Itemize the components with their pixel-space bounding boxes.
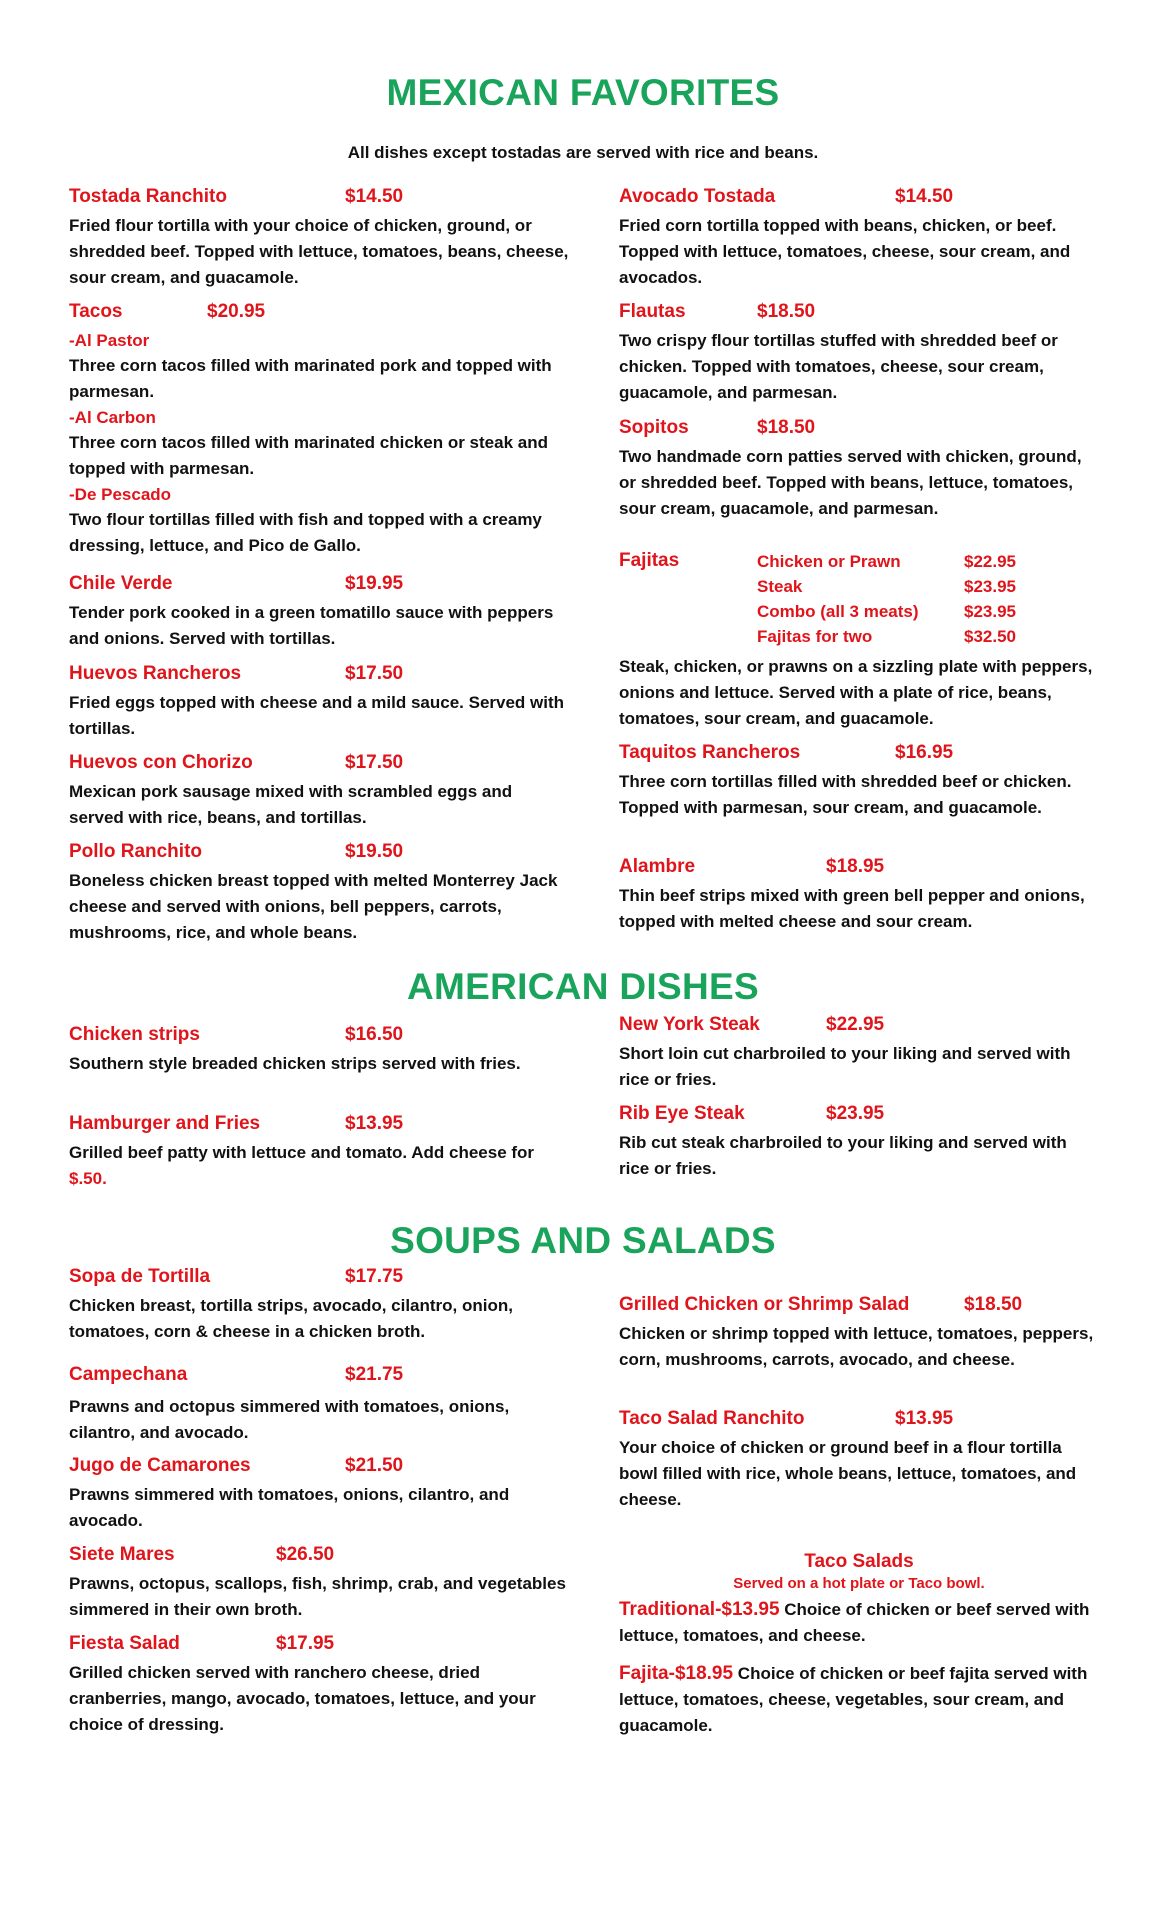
item-price: $17.50 xyxy=(345,752,404,773)
menu-item-taco-salad-ranchito xyxy=(619,1408,1099,1513)
item-price: $19.50 xyxy=(345,841,404,862)
menu-item-huevos-con-chorizo xyxy=(69,752,569,831)
section-title-american: AMERICAN DISHES xyxy=(407,966,759,1007)
fajita-option xyxy=(757,627,1016,652)
item-description: Two handmade corn patties served with chicken, ground, or shredded beef. Topped with beans, lettuce, tomatoes, sour cream, guacamole, and parmesan. xyxy=(619,447,1082,518)
item-name: Siete Mares xyxy=(69,1544,175,1565)
fajita-option xyxy=(757,602,1016,627)
menu-item-tostada-ranchito xyxy=(69,186,569,291)
item-description: Short loin cut charbroiled to your liking and served with rice or fries. xyxy=(619,1044,1071,1089)
menu-item-fiesta-salad xyxy=(69,1633,569,1738)
taco-variant-label: -De Pescado xyxy=(69,485,172,504)
section-title-mexican: MEXICAN FAVORITES xyxy=(386,72,780,113)
menu-item-campechana xyxy=(69,1364,569,1446)
item-price: $16.50 xyxy=(345,1024,404,1045)
fajita-option xyxy=(757,552,1016,577)
item-name: Chile Verde xyxy=(69,573,173,594)
item-price: $13.95 xyxy=(895,1408,954,1429)
item-name: Campechana xyxy=(69,1364,188,1385)
item-name: Fiesta Salad xyxy=(69,1633,180,1654)
fajita-option-label: Fajitas for two xyxy=(757,627,873,646)
item-name: Tostada Ranchito xyxy=(69,186,227,207)
item-name: Grilled Chicken or Shrimp Salad xyxy=(619,1294,910,1315)
menu-item-siete-mares xyxy=(69,1544,569,1623)
taco-salad-traditional xyxy=(619,1597,1099,1649)
item-name: Hamburger and Fries xyxy=(69,1113,261,1134)
menu-item-grilled-chicken-or-shrimp-salad xyxy=(619,1294,1099,1373)
cheese-price: $.50. xyxy=(69,1169,107,1188)
item-description-text: Grilled beef patty with lettuce and tomato. Add cheese for xyxy=(69,1143,535,1162)
item-price: $19.95 xyxy=(345,573,404,594)
fajita-option-label: Steak xyxy=(757,577,803,596)
taco-salad-fajita xyxy=(619,1661,1099,1739)
item-name: Tacos xyxy=(69,301,123,322)
item-description: Fried flour tortilla with your choice of chicken, ground, or shredded beef. Topped with lettuce, tomatoes, beans, cheese, sour cream, and guacamole. xyxy=(69,216,569,287)
menu-item-flautas xyxy=(619,301,1099,406)
item-description: Boneless chicken breast topped with melted Monterrey Jack cheese and served with onions, bell peppers, carrots, mushrooms, rice, and whole beans. xyxy=(69,871,558,942)
item-description: Grilled chicken served with ranchero cheese, dried cranberries, mango, avocado, tomatoes, lettuce, and your choice of dressing. xyxy=(69,1663,536,1734)
item-price: $18.95 xyxy=(826,856,885,877)
section-title-soups: SOUPS AND SALADS xyxy=(390,1220,776,1261)
item-name: Taquitos Rancheros xyxy=(619,742,801,763)
fajita-option-label: Combo (all 3 meats) xyxy=(757,602,919,621)
item-description: Fried corn tortilla topped with beans, chicken, or beef. Topped with lettuce, tomatoes, cheese, sour cream, and avocados. xyxy=(619,216,1071,287)
fajita-option-price: $23.95 xyxy=(964,602,1016,621)
item-price: $26.50 xyxy=(276,1544,335,1565)
item-description: Three corn tortillas filled with shredded beef or chicken. Topped with parmesan, sour cream, and guacamole. xyxy=(619,772,1072,817)
item-description: Prawns and octopus simmered with tomatoes, onions, cilantro, and avocado. xyxy=(69,1397,510,1442)
item-price: $18.50 xyxy=(964,1294,1023,1315)
item-name: Chicken strips xyxy=(69,1024,200,1045)
item-price: $21.50 xyxy=(345,1455,404,1476)
fajita-option-label: Chicken or Prawn xyxy=(757,552,901,571)
item-price: $18.50 xyxy=(757,417,816,438)
item-name: Sopitos xyxy=(619,417,689,438)
item-name: Alambre xyxy=(619,856,696,877)
taco-variant-description: Three corn tacos filled with marinated chicken or steak and topped with parmesan. xyxy=(69,433,548,478)
taco-salads-subtitle: Served on a hot plate or Taco bowl. xyxy=(733,1575,985,1592)
menu-item-taco-salads xyxy=(619,1551,1099,1739)
menu-item-sopitos xyxy=(619,417,1099,522)
menu-item-huevos-rancheros xyxy=(69,663,569,742)
item-description: Steak, chicken, or prawns on a sizzling plate with peppers, onions and lettuce. Served with a plate of rice, beans, tomatoes, sour cream, and guacamole. xyxy=(619,657,1093,728)
menu-item-tacos xyxy=(69,301,569,559)
menu-item-avocado-tostada xyxy=(619,186,1099,291)
item-description: Mexican pork sausage mixed with scrambled eggs and served with rice, beans, and tortillas. xyxy=(69,782,513,827)
item-description: Fried eggs topped with cheese and a mild sauce. Served with tortillas. xyxy=(69,693,565,738)
taco-variant-description: Three corn tacos filled with marinated pork and topped with parmesan. xyxy=(69,356,552,401)
taco-salad-fajita-label: Fajita-$18.95 xyxy=(619,1663,734,1684)
item-name: Avocado Tostada xyxy=(619,186,776,207)
item-name: Huevos con Chorizo xyxy=(69,752,253,773)
item-description xyxy=(69,1140,569,1192)
taco-variant-description: Two flour tortillas filled with fish and topped with a creamy dressing, lettuce, and Pico de Gallo. xyxy=(69,510,542,555)
menu-item-chicken-strips xyxy=(69,1024,569,1077)
menu-item-pollo-ranchito xyxy=(69,841,569,946)
item-price: $17.50 xyxy=(345,663,404,684)
taco-salad-fajita-desc: Choice of chicken or beef fajita served with lettuce, tomatoes, cheese, vegetables, sour cream, and guacamole. xyxy=(619,1664,1088,1735)
item-name: New York Steak xyxy=(619,1014,760,1035)
menu-item-sopa-de-tortilla xyxy=(69,1266,569,1345)
item-description: Rib cut steak charbroiled to your liking and served with rice or fries. xyxy=(619,1133,1067,1178)
item-name: Pollo Ranchito xyxy=(69,841,202,862)
menu-item-chile-verde xyxy=(69,573,569,652)
taco-salads-title: Taco Salads xyxy=(804,1551,914,1572)
item-price: $21.75 xyxy=(345,1364,404,1385)
menu-item-alambre xyxy=(619,856,1099,935)
item-name: Sopa de Tortilla xyxy=(69,1266,211,1287)
item-description: Thin beef strips mixed with green bell pepper and onions, topped with melted cheese and sour cream. xyxy=(619,886,1085,931)
item-name: Taco Salad Ranchito xyxy=(619,1408,805,1429)
item-name: Rib Eye Steak xyxy=(619,1103,745,1124)
taco-salad-traditional-desc: Choice of chicken or beef served with lettuce, tomatoes, and cheese. xyxy=(619,1600,1090,1645)
item-description: Chicken or shrimp topped with lettuce, tomatoes, peppers, corn, mushrooms, carrots, avocado, and cheese. xyxy=(619,1324,1094,1369)
item-description: Your choice of chicken or ground beef in a flour tortilla bowl filled with rice, whole beans, lettuce, tomatoes, and cheese. xyxy=(619,1438,1077,1509)
item-description: Two crispy flour tortillas stuffed with shredded beef or chicken. Topped with tomatoes, cheese, sour cream, guacamole, and parmesan. xyxy=(619,331,1058,402)
fajita-option-price: $23.95 xyxy=(964,577,1016,596)
item-description: Tender pork cooked in a green tomatillo sauce with peppers and onions. Served with tortillas. xyxy=(69,603,554,648)
taco-salad-traditional-label: Traditional-$13.95 xyxy=(619,1599,780,1620)
item-price: $14.50 xyxy=(895,186,954,207)
menu-item-jugo-de-camarones xyxy=(69,1455,569,1534)
menu-item-new-york-steak xyxy=(619,1014,1099,1093)
item-price: $22.95 xyxy=(826,1014,885,1035)
item-price: $16.95 xyxy=(895,742,954,763)
taco-variant-label: -Al Pastor xyxy=(69,331,150,350)
item-description: Prawns, octopus, scallops, fish, shrimp, crab, and vegetables simmered in their own broth. xyxy=(69,1574,566,1619)
item-price: $23.95 xyxy=(826,1103,885,1124)
section-subtitle-mexican: All dishes except tostadas are served with rice and beans. xyxy=(347,143,819,162)
item-description: Prawns simmered with tomatoes, onions, cilantro, and avocado. xyxy=(69,1485,510,1530)
item-price: $17.95 xyxy=(276,1633,335,1654)
item-name: Flautas xyxy=(619,301,686,322)
item-description: Southern style breaded chicken strips served with fries. xyxy=(69,1054,521,1073)
item-price: $20.95 xyxy=(207,301,266,322)
menu-item-rib-eye-steak xyxy=(619,1103,1099,1182)
item-name: Fajitas xyxy=(619,550,680,571)
taco-variant-label: -Al Carbon xyxy=(69,408,156,427)
item-price: $18.50 xyxy=(757,301,816,322)
menu-item-hamburger-and-fries xyxy=(69,1113,569,1192)
fajita-option xyxy=(757,577,1016,602)
menu-item-fajitas xyxy=(619,550,1099,732)
fajita-option-price: $32.50 xyxy=(964,627,1016,646)
item-name: Huevos Rancheros xyxy=(69,663,242,684)
taco-salads-heading xyxy=(619,1551,1099,1595)
fajita-option-price: $22.95 xyxy=(964,552,1016,571)
item-name: Jugo de Camarones xyxy=(69,1455,251,1476)
item-description: Chicken breast, tortilla strips, avocado, cilantro, onion, tomatoes, corn & cheese in a chicken broth. xyxy=(69,1296,513,1341)
item-price: $14.50 xyxy=(345,186,404,207)
item-price: $17.75 xyxy=(345,1266,404,1287)
item-price: $13.95 xyxy=(345,1113,404,1134)
menu-item-taquitos-rancheros xyxy=(619,742,1099,821)
